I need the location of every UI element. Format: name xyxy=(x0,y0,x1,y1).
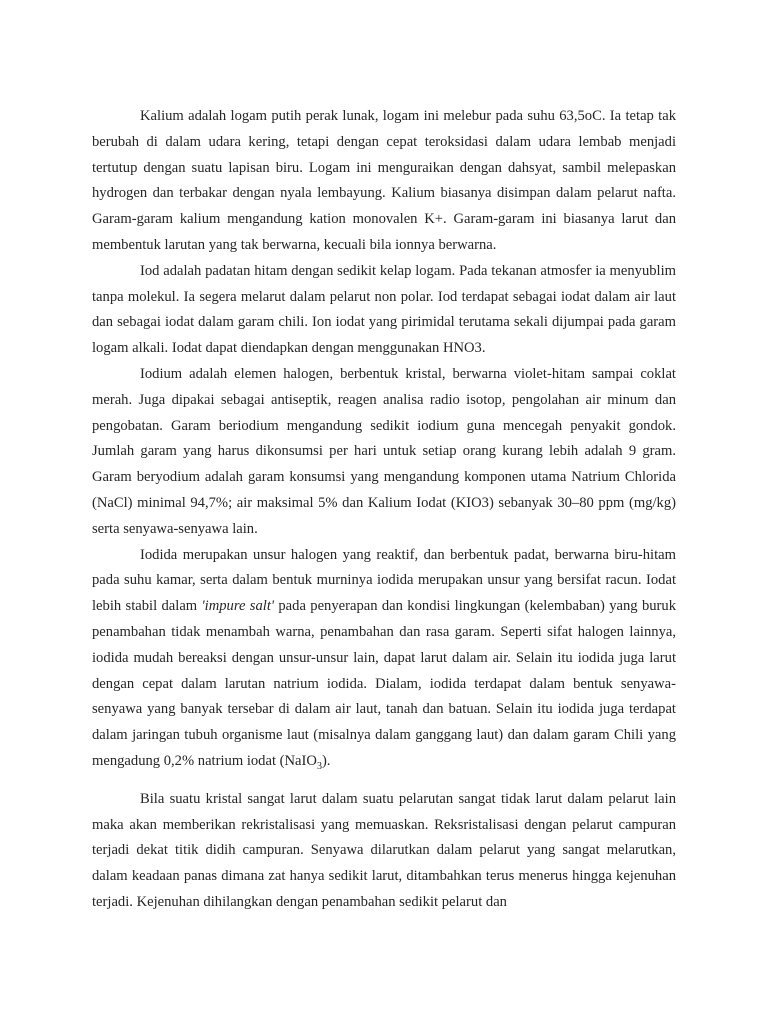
paragraph-iodida xyxy=(92,543,676,775)
impure-salt-term: 'impure salt' xyxy=(201,598,275,615)
paragraph-iodida-text-1: Iodida merupakan unsur halogen yang reaktif, dan berbentuk padat, berwarna biru-hitam pada suhu kamar, serta dalam bentuk murninya iodida merupakan unsur yang bersifat racun. Iodat lebih stabil dalam xyxy=(92,546,676,615)
paragraph-iodium: Iodium adalah elemen halogen, berbentuk kristal, berwarna violet-hitam sampai coklat merah. Juga dipakai sebagai antiseptik, reagen analisa radio isotop, pengolahan air minum dan pengobatan. Garam beriodium mengandung sedikit iodium guna mencegah penyakit gondok. Jumlah garam yang harus dikonsumsi per hari untuk setiap orang kurang lebih adalah 9 gram. Garam beryodium adalah garam konsumsi yang mengandung komponen utama Natrium Chlorida (NaCl) minimal 94,7%; air maksimal 5% dan Kalium Iodat (KIO3) sebanyak 30–80 ppm (mg/kg) serta senyawa-senyawa lain. xyxy=(92,365,676,537)
subscript-3: 3 xyxy=(316,760,322,772)
paragraph-kalium: Kalium adalah logam putih perak lunak, logam ini melebur pada suhu 63,5oC. Ia tetap tak berubah di dalam udara kering, tetapi dengan cepat teroksidasi dalam udara lembab menjadi tertutup dengan suatu lapisan biru. Logam ini menguraikan dengan dahsyat, sambil melepaskan hydrogen dan terbakar dengan nyala lembayung. Kalium biasanya disimpan dalam pelarut nafta. Garam-garam kalium mengandung kation monovalen K+. Garam-garam ini biasanya larut dan membentuk larutan yang tak berwarna, kecuali bila ionnya berwarna. xyxy=(92,108,676,253)
paragraph-iod: Iod adalah padatan hitam dengan sedikit kelap logam. Pada tekanan atmosfer ia menyublim tanpa molekul. Ia segera melarut dalam pelarut non polar. Iod terdapat sebagai iodat dalam air laut dan sebagai iodat dalam garam chili. Ion iodat yang pirimidal terutama sekali dijumpai pada garam logam alkali. Iodat dapat diendapkan dengan menggunakan HNO3. xyxy=(92,262,676,357)
paragraph-iodida-text-2: pada penyerapan dan kondisi lingkungan (kelembaban) yang buruk penambahan tidak menambah warna, penambahan dan rasa garam. Seperti sifat halogen lainnya, iodida mudah bereaksi dengan unsur-unsur lain, dapat larut dalam air. Selain itu iodida juga larut dengan cepat dalam larutan natrium iodida. Dialam, iodida terdapat dalam bentuk senyawa-senyawa yang banyak tersebar di dalam air laut, tanah dan batuan. Selain itu iodida juga terdapat dalam jaringan tubuh organisme laut (misalnya dalam ganggang laut) dan dalam garam Chili yang mengadung 0,2% natrium iodat (NaIO xyxy=(92,598,677,769)
document-body xyxy=(92,104,676,916)
paragraph-rekristalisasi: Bila suatu kristal sangat larut dalam suatu pelarutan sangat tidak larut dalam pelarut lain maka akan memberikan rekristalisasi yang memuaskan. Reksristalisasi dengan pelarut campuran terjadi dekat titik didih campuran. Senyawa dilarutkan dalam pelarut yang sangat melarutkan, dalam keadaan panas dimana zat hanya sedikit larut, ditambahkan terus menerus hingga kejenuhan terjadi. Kejenuhan dihilangkan dengan penambahan sedikit pelarut dan xyxy=(92,790,676,910)
paragraph-iodida-text-3: ). xyxy=(321,752,331,769)
